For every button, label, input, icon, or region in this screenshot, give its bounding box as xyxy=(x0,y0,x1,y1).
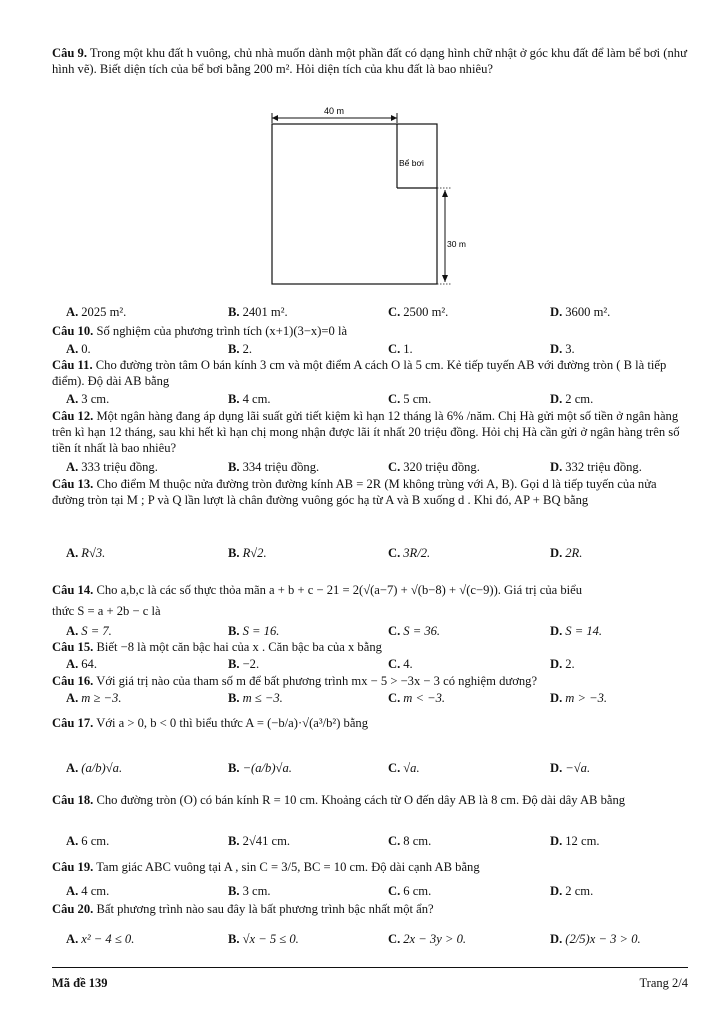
pool-figure xyxy=(262,104,466,290)
question-9-text: Trong một khu đất h vuông, chủ nhà muốn dành một phần đất có dạng hình chữ nhật ở góc khu đất để làm bể bơi (như hình vẽ). Biết diện tích của bể bơi bằng 200 m². Hỏi diện tích của khu đất là bao nhiêu? xyxy=(52,46,687,76)
question-10-options xyxy=(66,341,706,357)
option-d[interactable]: D. 3600 m². xyxy=(550,305,611,319)
pool-label: Bể bơi xyxy=(399,158,424,168)
side-dimension-label: 30 m xyxy=(447,239,466,249)
option-c[interactable]: C. 2500 m². xyxy=(388,305,449,319)
question-15: Câu 15. Biết −8 là một căn bậc hai của x . Căn bậc ba của x bằng xyxy=(52,640,382,654)
question-16-options xyxy=(66,690,706,706)
question-14-cont: thức S = a + 2b − c là xyxy=(52,604,161,618)
question-10: Câu 10. Số nghiệm của phương trình tích (x+1)(3−x)=0 là xyxy=(52,324,348,338)
option-d[interactable]: D. 2 cm. xyxy=(550,884,594,898)
page-number: Trang 2/4 xyxy=(639,976,688,990)
option-a[interactable]: A. 2025 m². xyxy=(66,305,127,319)
option-b[interactable]: B. √x − 5 ≤ 0. xyxy=(228,932,299,946)
option-c[interactable]: C. 5 cm. xyxy=(388,392,432,406)
option-a[interactable]: A. 0. xyxy=(66,342,91,356)
option-b[interactable]: B. S = 16. xyxy=(228,624,280,638)
question-19-options xyxy=(66,883,706,899)
option-a[interactable]: A. 333 triệu đồng. xyxy=(66,460,158,474)
option-c[interactable]: C. 8 cm. xyxy=(388,834,432,848)
footer-divider xyxy=(52,967,688,968)
option-b[interactable]: B. 3 cm. xyxy=(228,884,271,898)
option-b[interactable]: B. −2. xyxy=(228,657,260,671)
question-18: Câu 18. Cho đường tròn (O) có bán kính R = 10 cm. Khoảng cách từ O đến dây AB là 8 cm. Độ dài dây AB bằng xyxy=(52,793,626,807)
option-c[interactable]: C. 3R/2. xyxy=(388,546,431,560)
option-d[interactable]: D. S = 14. xyxy=(550,624,603,638)
question-15-options xyxy=(66,656,706,672)
question-16: Câu 16. Với giá trị nào của tham số m để bất phương trình mx − 5 > −3x − 3 có nghiệm dương? xyxy=(52,674,538,688)
option-a[interactable]: A. 4 cm. xyxy=(66,884,110,898)
option-b[interactable]: B. 2. xyxy=(228,342,253,356)
question-11: Câu 11. Cho đường tròn tâm O bán kính 3 cm và một điểm A cách O là 5 cm. Kẻ tiếp tuyến AB với đường tròn ( B là tiếp điểm). Độ dài AB bằng xyxy=(52,358,667,388)
option-d[interactable]: D. −√a. xyxy=(550,761,591,775)
option-a[interactable]: A. x² − 4 ≤ 0. xyxy=(66,932,135,946)
question-18-options xyxy=(66,833,706,849)
option-a[interactable]: A. 64. xyxy=(66,657,97,671)
question-13-options xyxy=(66,545,706,565)
option-c[interactable]: C. 4. xyxy=(388,657,413,671)
exam-code: Mã đề 139 xyxy=(52,976,108,990)
option-a[interactable]: A. (a/b)√a. xyxy=(66,761,123,775)
question-12-options xyxy=(66,459,706,475)
option-b[interactable]: B. 2401 m². xyxy=(228,305,288,319)
question-13: Câu 13. Cho điểm M thuộc nửa đường tròn đường kính AB = 2R (M không trùng với A, B). Gọi d là tiếp tuyến của nửa đường tròn tại M ; P và Q lần lượt là chân đường vuông góc hạ từ A và B xuống d . Khi đó, AP + BQ bằng xyxy=(52,477,657,507)
question-12: Câu 12. Một ngân hàng đang áp dụng lãi suất gửi tiết kiệm kì hạn 12 tháng là 6% /năm. Chị Hà gửi một số tiền ở ngân hàng trên kì hạn 12 tháng, sau khi hết kì hạn chị mong nhận được lãi ít nhất 20 triệu đồng. Hỏi chị Hà cần gửi ở ngân hàng trên số tiền ít nhất là bao nhiêu? xyxy=(52,409,680,455)
option-d[interactable]: D. m > −3. xyxy=(550,691,608,705)
option-b[interactable]: B. m ≤ −3. xyxy=(228,691,283,705)
question-14: Câu 14. Cho a,b,c là các số thực thỏa mãn a + b + c − 21 = 2(√(a−7) + √(b−8) + √(c−9)). Giá trị của biểu xyxy=(52,583,583,597)
land-square xyxy=(272,124,437,284)
question-14-options xyxy=(66,623,706,639)
question-17-options xyxy=(66,760,706,780)
option-c[interactable]: C. 2x − 3y > 0. xyxy=(388,932,467,946)
question-9: Câu 9. Trong một khu đất h vuông, chủ nhà muốn dành một phần đất có dạng hình chữ nhật ở góc khu đất để làm bể bơi (như hình vẽ). Biết diện tích của bể bơi bằng 200 m². Hỏi diện tích của khu đất là bao nhiêu? xyxy=(52,46,687,76)
option-b[interactable]: B. 4 cm. xyxy=(228,392,271,406)
option-c[interactable]: C. 6 cm. xyxy=(388,884,432,898)
option-d[interactable]: D. 332 triệu đồng. xyxy=(550,460,642,474)
question-9-options xyxy=(66,304,706,320)
option-c[interactable]: C. S = 36. xyxy=(388,624,441,638)
option-b[interactable]: B. 2√41 cm. xyxy=(228,834,291,848)
option-c[interactable]: C. 320 triệu đồng. xyxy=(388,460,480,474)
option-b[interactable]: B. R√2. xyxy=(228,546,267,560)
question-19: Câu 19. Tam giác ABC vuông tại A , sin C = 3/5, BC = 10 cm. Độ dài cạnh AB bằng xyxy=(52,860,480,874)
option-a[interactable]: A. R√3. xyxy=(66,546,106,560)
option-b[interactable]: B. −(a/b)√a. xyxy=(228,761,292,775)
top-dimension-label: 40 m xyxy=(323,106,345,116)
option-a[interactable]: A. 3 cm. xyxy=(66,392,110,406)
option-a[interactable]: A. S = 7. xyxy=(66,624,112,638)
option-d[interactable]: D. 2 cm. xyxy=(550,392,594,406)
option-b[interactable]: B. 334 triệu đồng. xyxy=(228,460,320,474)
option-c[interactable]: C. 1. xyxy=(388,342,413,356)
option-d[interactable]: D. 2R. xyxy=(550,546,583,560)
option-d[interactable]: D. 3. xyxy=(550,342,575,356)
option-c[interactable]: C. √a. xyxy=(388,761,420,775)
option-a[interactable]: A. m ≥ −3. xyxy=(66,691,122,705)
option-a[interactable]: A. 6 cm. xyxy=(66,834,110,848)
question-20: Câu 20. Bất phương trình nào sau đây là bất phương trình bậc nhất một ẩn? xyxy=(52,902,434,916)
question-11-options xyxy=(66,391,706,407)
option-c[interactable]: C. m < −3. xyxy=(388,691,446,705)
option-d[interactable]: D. (2/5)x − 3 > 0. xyxy=(550,932,641,946)
question-20-options xyxy=(66,931,706,951)
option-d[interactable]: D. 12 cm. xyxy=(550,834,600,848)
option-d[interactable]: D. 2. xyxy=(550,657,575,671)
question-17: Câu 17. Với a > 0, b < 0 thì biểu thức A = (−b/a)·√(a³/b²) bằng xyxy=(52,716,369,730)
